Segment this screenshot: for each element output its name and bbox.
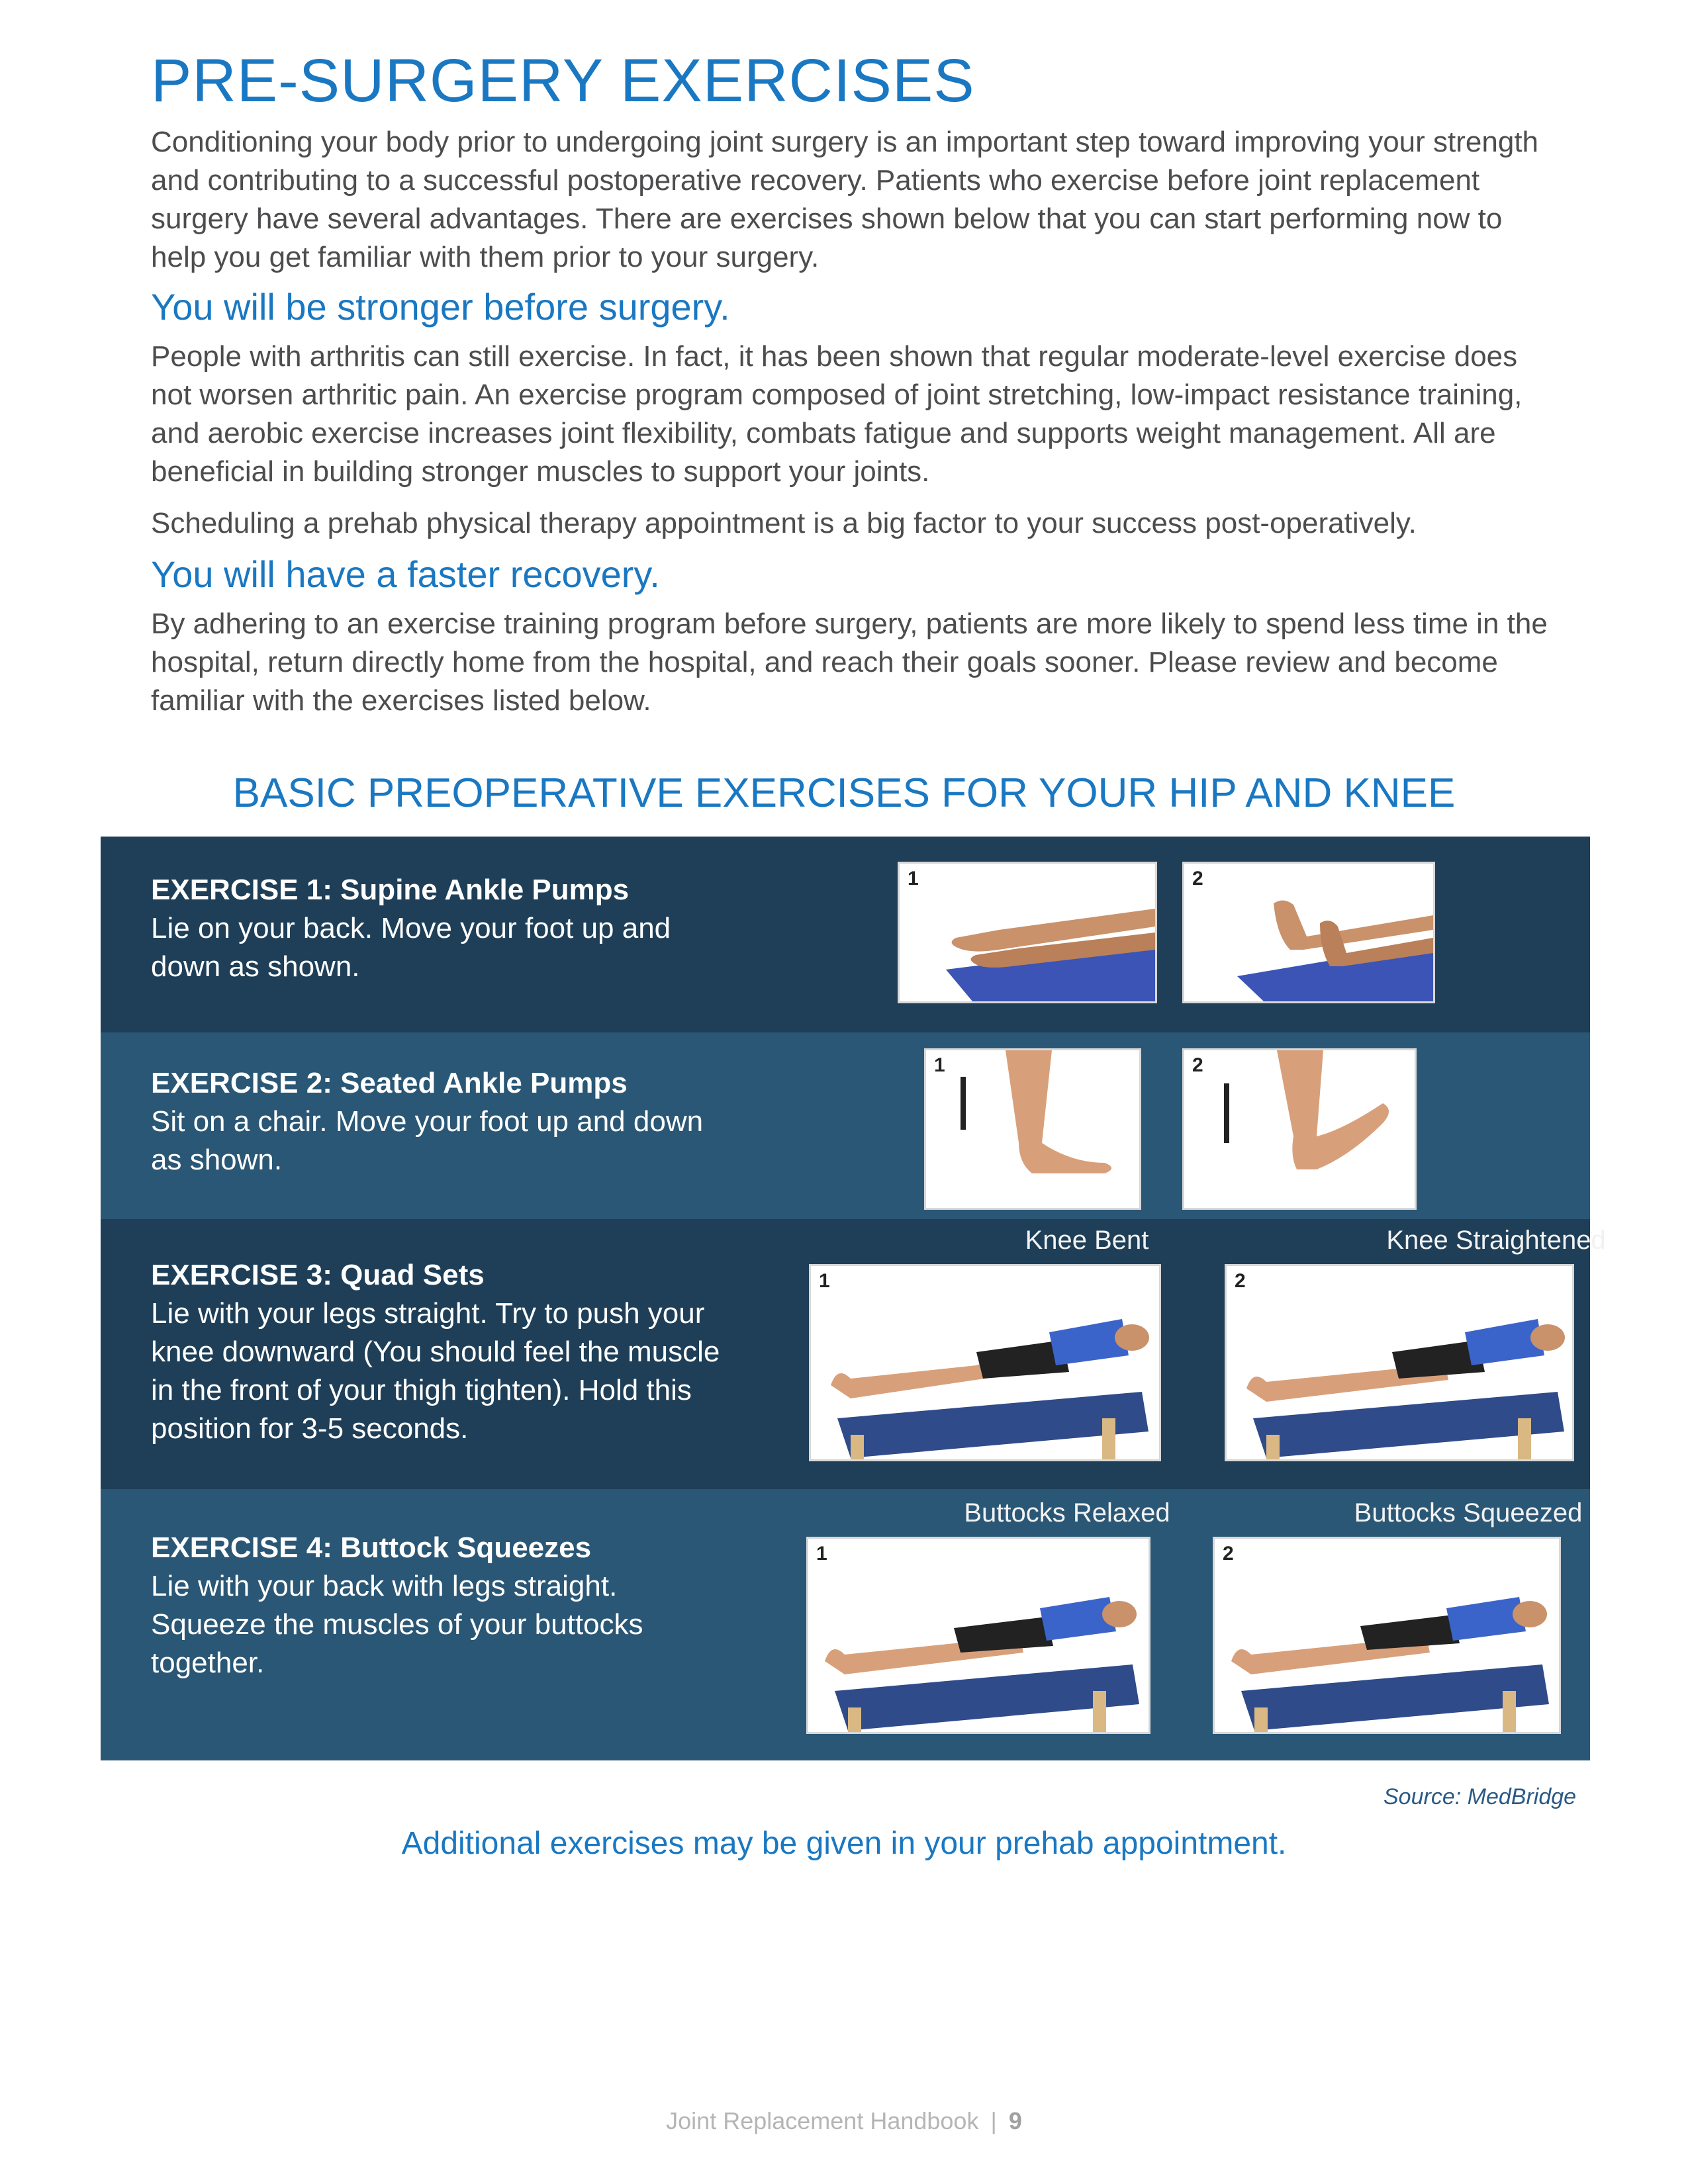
photo-number: 1	[816, 1543, 827, 1565]
closing-note: Additional exercises may be given in your prehab appointment.	[401, 1826, 1287, 1861]
exercise-3-caption-2: Knee Straightened	[1386, 1226, 1606, 1255]
exercise-3-photo-1	[809, 1264, 1161, 1461]
photo-number: 1	[934, 1054, 945, 1076]
image-source-credit: Source: MedBridge	[1383, 1784, 1577, 1809]
photo-number: 2	[1192, 1054, 1203, 1076]
section-paragraph-stronger: People with arthritis can still exercise. In fact, it has been shown that regular moderate-level exercise does not worsen arthritic pain. An exercise program composed of joint stretching, low-impact resistance training, and aerobic exercise increases joint flexibility, combats fatigue and supports weight management. All are beneficial in building stronger muscles to support your joints.	[151, 340, 1523, 488]
exercise-3-caption-1: Knee Bent	[1025, 1226, 1149, 1255]
exercise-row-1	[101, 837, 1590, 1032]
exercise-4-caption-2: Buttocks Squeezed	[1354, 1498, 1583, 1527]
quad-set-illustration	[811, 1266, 1159, 1459]
exercise-2-photo-1	[924, 1048, 1141, 1210]
photo-number: 1	[819, 1270, 830, 1292]
exercise-4-caption-1: Buttocks Relaxed	[964, 1498, 1170, 1527]
exercise-2-photo-2	[1182, 1048, 1417, 1210]
intro-paragraph: Conditioning your body prior to undergoing joint surgery is an important step toward improving your strength and contributing to a successful postoperative recovery. Patients who exercise before joint replacement surgery have several advantages. There are exercises shown below that you can start performing now to help you get familiar with them prior to your surgery.	[151, 126, 1539, 273]
page-title: PRE-SURGERY EXERCISES	[151, 47, 975, 114]
exercise-3-description: Lie with your legs straight. Try to push your knee downward (You should feel the muscle in the front of your thigh tighten). Hold this position for 3-5 seconds.	[151, 1297, 720, 1445]
exercise-1-title: EXERCISE 1: Supine Ankle Pumps	[151, 874, 630, 906]
photo-number: 2	[1235, 1270, 1246, 1292]
section-paragraph-prehab: Scheduling a prehab physical therapy appointment is a big factor to your success post-operatively.	[151, 507, 1417, 539]
exercise-2-title: EXERCISE 2: Seated Ankle Pumps	[151, 1067, 628, 1099]
page-number: 9	[1008, 2107, 1022, 2134]
exercise-table	[101, 837, 1606, 1776]
exercise-3-text	[151, 1256, 733, 1448]
exercise-4-text	[151, 1529, 733, 1682]
supine-ankle-pump-illustration	[900, 864, 1155, 1001]
exercise-section-title: BASIC PREOPERATIVE EXERCISES FOR YOUR HIP AND KNEE	[232, 770, 1456, 816]
photo-number: 2	[1223, 1543, 1234, 1565]
section-heading-recovery: You will have a faster recovery.	[151, 553, 660, 595]
photo-number: 1	[908, 868, 919, 889]
exercise-3-title: EXERCISE 3: Quad Sets	[151, 1259, 485, 1291]
exercise-row-2	[101, 1032, 1590, 1219]
buttock-squeeze-illustration	[808, 1539, 1149, 1732]
exercise-2-text	[151, 1064, 733, 1179]
section-paragraph-recovery: By adhering to an exercise training program before surgery, patients are more likely to spend less time in the hospital, return directly home from the hospital, and reach their goals sooner. Please review and become familiar with the exercises listed below.	[151, 608, 1548, 717]
section-heading-stronger: You will be stronger before surgery.	[151, 286, 730, 328]
exercise-4-photo-1	[806, 1537, 1150, 1734]
seated-ankle-pump-illustration	[926, 1050, 1139, 1208]
buttock-squeeze-illustration	[1215, 1539, 1559, 1732]
supine-ankle-pump-illustration	[1184, 864, 1433, 1001]
exercise-1-photo-2	[1182, 862, 1435, 1003]
exercise-row-3	[101, 1219, 1606, 1489]
exercise-3-photo-2	[1225, 1264, 1574, 1461]
exercise-1-description: Lie on your back. Move your foot up and down as shown.	[151, 912, 671, 983]
seated-ankle-pump-illustration	[1184, 1050, 1415, 1208]
footer-separator: |	[990, 2107, 997, 2134]
exercise-1-text	[151, 871, 733, 986]
quad-set-illustration	[1227, 1266, 1572, 1459]
exercise-4-description: Lie with your back with legs straight. Squeeze the muscles of your buttocks together.	[151, 1570, 643, 1679]
photo-number: 2	[1192, 868, 1203, 889]
exercise-1-photo-1	[898, 862, 1157, 1003]
footer-title: Joint Replacement Handbook	[666, 2107, 979, 2134]
exercise-row-4	[101, 1489, 1590, 1760]
exercise-4-photo-2	[1213, 1537, 1561, 1734]
page-footer	[0, 2107, 1688, 2135]
exercise-4-title: EXERCISE 4: Buttock Squeezes	[151, 1531, 592, 1564]
exercise-2-description: Sit on a chair. Move your foot up and down as shown.	[151, 1105, 704, 1176]
